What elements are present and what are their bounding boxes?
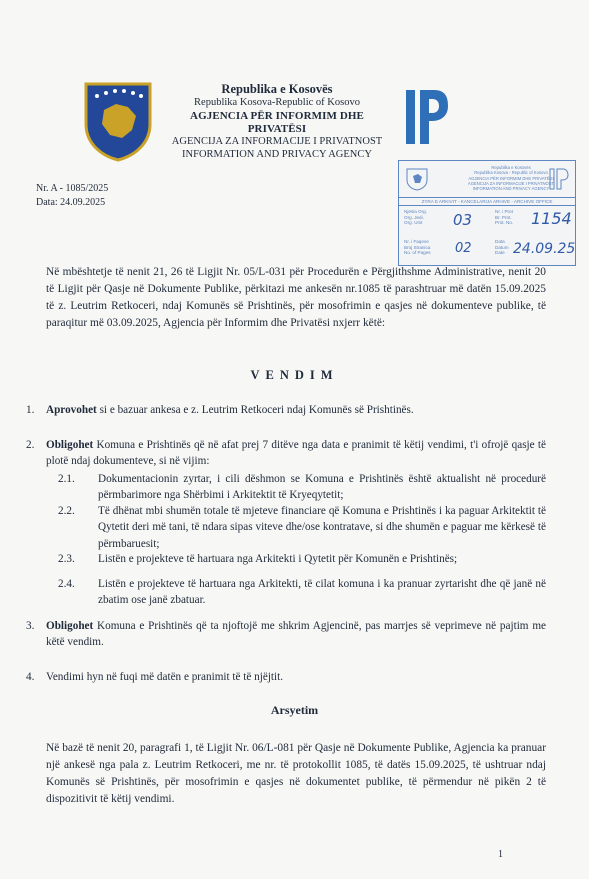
reference-date: Data: 24.09.2025 <box>36 196 106 208</box>
subitem-text: Të dhënat mbi shumën totale të mjeteve financiare që Komuna e Prishtinës i ka paguar Arkitektit të Qytetit deri më tani, të ndara sipas viteve dhe/ose kontratave, si dhe shumën e paguar me kërkesë të përmbaruesit; <box>98 505 546 550</box>
republic-name-sub: Republika Kosova-Republic of Kosovo <box>194 97 360 108</box>
stamp-office: ZYRA E ARKIVIT - KANCELARIJA ARHIVE - ARCHIVE OFFICE <box>399 197 575 206</box>
reference-number: Nr. A - 1085/2025 <box>36 183 109 194</box>
subitem-text: Listën e projekteve të hartuara nga Arkitekti i Qytetit për Komunën e Prishtinës; <box>98 553 458 565</box>
item-number: 2. <box>26 439 35 451</box>
svg-text:IP: IP <box>427 144 428 145</box>
stamp-unit-labels: Njësia Org. Org. Jedi. Org. Unit <box>404 209 427 226</box>
stamp-prot-value: 1154 <box>531 209 572 228</box>
reference-block <box>36 182 108 209</box>
archive-stamp <box>398 160 576 266</box>
decision-title: VENDIM <box>250 368 339 382</box>
agency-name-sq: AGJENCIA PËR INFORMIM DHE PRIVATËSI <box>190 109 364 135</box>
agency-name-en: INFORMATION AND PRIVACY AGENCY <box>182 148 372 160</box>
stamp-emblem-icon <box>405 167 429 191</box>
item-text: Vendimi hyn në fuqi më datën e pranimit të të njëjtit. <box>46 671 284 683</box>
stamp-date-labels: Data Datum Date <box>495 239 509 256</box>
subitem-number: 2.4. <box>58 578 75 590</box>
republic-name: Republika e Kosovës <box>221 82 333 96</box>
reasoning-title: Arsyetim <box>270 703 319 717</box>
item-text: Obligohet Komuna e Prishtinës që në afat prej 7 ditëve nga data e pranimit të këtij vendimi, t'i ofrojë qasje të plotë ndaj dokumenteve, si në vijim: <box>46 439 546 468</box>
stamp-pages-labels: Nr. i Faqeve Broj Stranica No. of Pages <box>404 239 431 256</box>
item-number: 3. <box>26 620 35 632</box>
subitem-number: 2.2. <box>58 505 75 517</box>
subitem-text: Dokumentacionin zyrtar, i cili dëshmon se Komuna e Prishtinës është aktualisht në procedurë përmbarimore nga Shërbimi i Arkitektit të Kryeqytetit; <box>98 473 546 502</box>
stamp-ip-logo-icon <box>549 167 569 191</box>
stamp-pages-value: 02 <box>455 241 472 256</box>
subitem-text: Listën e projekteve të hartuara nga Arkitekti, të cilat komuna i ka pranuar zyrtarisht dhe që janë në zbatim ose janë zbatuar. <box>98 578 546 607</box>
item-text: Aprovohet si e bazuar ankesa e z. Leutrim Retkoceri ndaj Komunës së Prishtinës. <box>46 404 414 416</box>
kosovo-emblem-icon <box>82 80 154 162</box>
item-number: 1. <box>26 404 35 416</box>
item-number: 4. <box>26 671 35 683</box>
stamp-unit-value: 03 <box>453 211 473 229</box>
page-number: 1 <box>498 849 503 860</box>
stamp-header: Republika e Kosovës Republika Kosova - Republic of Kosovo AGJENCIA PËR INFORMIM DHE PRIVATËSI AGENCIJA ZA INFORMACIJE I PRIVATNOST INFORMATION AND PRIVACY AGENCY <box>467 165 555 191</box>
subitem-number: 2.1. <box>58 473 75 485</box>
header-block <box>160 82 394 161</box>
subitem-number: 2.3. <box>58 553 75 565</box>
agency-name-sr: AGENCIJA ZA INFORMACIJE I PRIVATNOST <box>171 135 383 147</box>
reasoning-paragraph: Në bazë të nenit 20, paragrafi 1, të Ligjit Nr. 06/L-081 për Qasje në Dokumente Publike, Agjencia ka pranuar një ankesë nga pala z. Leutrim Retkoceri, me nr. të protokollit 1085, të datës 15.09.2025, të ushtruar ndaj Komunës së Prishtinës, për mosofrimin e qasjes në dokumentet publike, të përmendur në pikën 2 të dispozitivit të këtij vendimi. <box>46 742 546 806</box>
stamp-prot-labels: Nr. i Prot Br. Prot. Prot. No. <box>495 209 514 226</box>
intro-paragraph: Në mbështetje të nenit 21, 26 të Ligjit Nr. 05/L-031 për Procedurën e Përgjithshme Administrative, nenit 20 të Ligjit për Qasje në Dokumente Publike, përkitazi me ankesën nr.1085 të parashtruar më datën 15.09.2025 të z. Leutrim Retkoceri, ndaj Komunës së Prishtinës, për mosofrimin e qasjes në dokumenteve publike, të paraqitur më 03.09.2025, Agjencia për Informim dhe Privatësi nxjerr këtë: <box>46 266 546 330</box>
item-text: Obligohet Komuna e Prishtinës që ta njoftojë me shkrim Agjencinë, pas marrjes së veprimeve në pajtim me këtë vendim. <box>46 620 546 649</box>
stamp-date-value: 24.09.25 <box>513 241 576 257</box>
ip-logo-icon <box>404 88 450 146</box>
